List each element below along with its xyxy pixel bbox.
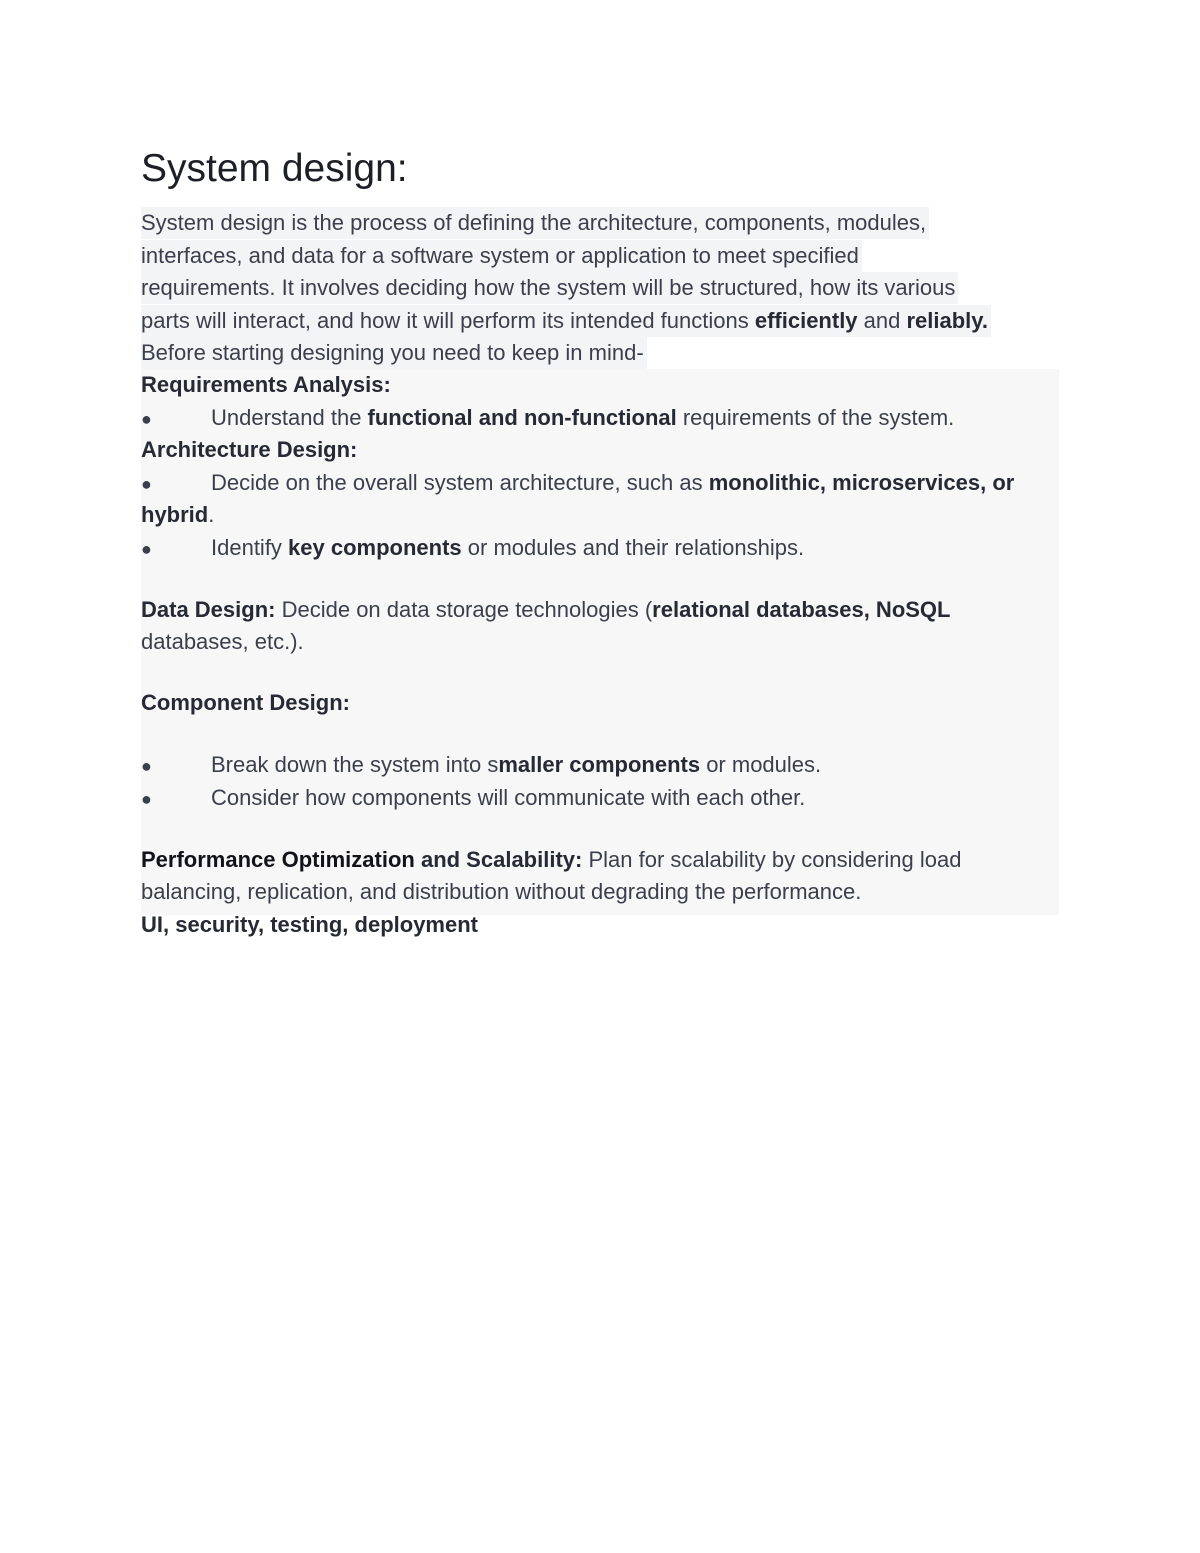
architecture-heading	[141, 434, 357, 466]
data-design-bold: relational databases, NoSQL	[652, 597, 951, 622]
intro-reliably: reliably.	[906, 308, 989, 333]
component-heading-text: Component Design:	[141, 690, 350, 715]
footer-line-text: UI, security, testing, deployment	[141, 912, 478, 937]
data-design-line-1	[141, 594, 950, 626]
requirements-item-text-c: requirements of the system.	[676, 405, 955, 430]
performance-heading-a: Performance Optimization	[141, 847, 415, 872]
component-heading	[141, 687, 350, 719]
intro-line-1: System design is the process of defining the architecture, components, modules,	[141, 207, 929, 239]
requirements-heading	[141, 369, 391, 401]
architecture-item-2-text-a: Identify	[211, 535, 289, 560]
intro-line-3: requirements. It involves deciding how the system will be structured, how its various	[141, 272, 958, 304]
intro-line-4-text: parts will interact, and how it will perform its intended functions	[141, 308, 755, 333]
requirements-item-text-a: Understand the	[211, 405, 368, 430]
component-item-2	[141, 782, 805, 814]
architecture-heading-text: Architecture Design:	[141, 437, 358, 462]
intro-line-5: Before starting designing you need to keep in mind-	[141, 337, 647, 369]
architecture-item-2-text-c: or modules and their relationships.	[461, 535, 805, 560]
bullet-icon: ●	[141, 409, 152, 429]
bullet-icon: ●	[141, 474, 152, 494]
component-item-2-text: Consider how components will communicate with each other.	[211, 785, 806, 810]
architecture-item-2	[141, 532, 804, 564]
architecture-item-2-bold: key components	[288, 535, 462, 560]
performance-text-a: Plan for scalability by considering load	[582, 847, 962, 872]
component-item-1-text-c: or modules.	[700, 752, 822, 777]
architecture-item-1-text: Decide on the overall system architecture, such as	[211, 470, 709, 495]
performance-line-2: balancing, replication, and distribution without degrading the performance.	[141, 879, 862, 904]
data-design-line-2: databases, etc.).	[141, 629, 304, 654]
bullet-icon: ●	[141, 789, 152, 809]
performance-line-1	[141, 844, 961, 876]
data-design-heading: Data Design:	[141, 597, 276, 622]
intro-line-4	[141, 305, 991, 337]
bullet-icon: ●	[141, 539, 152, 559]
component-item-1-text-a: Break down the system into s	[211, 752, 499, 777]
architecture-item-1-cont	[141, 499, 214, 531]
performance-heading-b: and Scalability:	[414, 847, 583, 872]
intro-and: and	[857, 308, 907, 333]
requirements-item-bold: functional and non-functional	[367, 405, 677, 430]
bullet-icon: ●	[141, 756, 152, 776]
component-item-1-bold: maller components	[498, 752, 701, 777]
architecture-item-1	[141, 467, 1014, 499]
requirements-item	[141, 402, 954, 434]
intro-efficiently: efficiently	[754, 308, 858, 333]
page-title: System design:	[141, 147, 408, 190]
footer-line	[141, 909, 478, 941]
intro-line-2: interfaces, and data for a software system or application to meet specified	[141, 240, 862, 272]
requirements-heading-text: Requirements Analysis:	[141, 372, 391, 397]
architecture-period: .	[208, 502, 215, 527]
architecture-hybrid: hybrid	[141, 502, 209, 527]
component-item-1	[141, 749, 821, 781]
data-design-text-a: Decide on data storage technologies (	[275, 597, 653, 622]
architecture-item-1-bold: monolithic, microservices, or	[708, 470, 1015, 495]
